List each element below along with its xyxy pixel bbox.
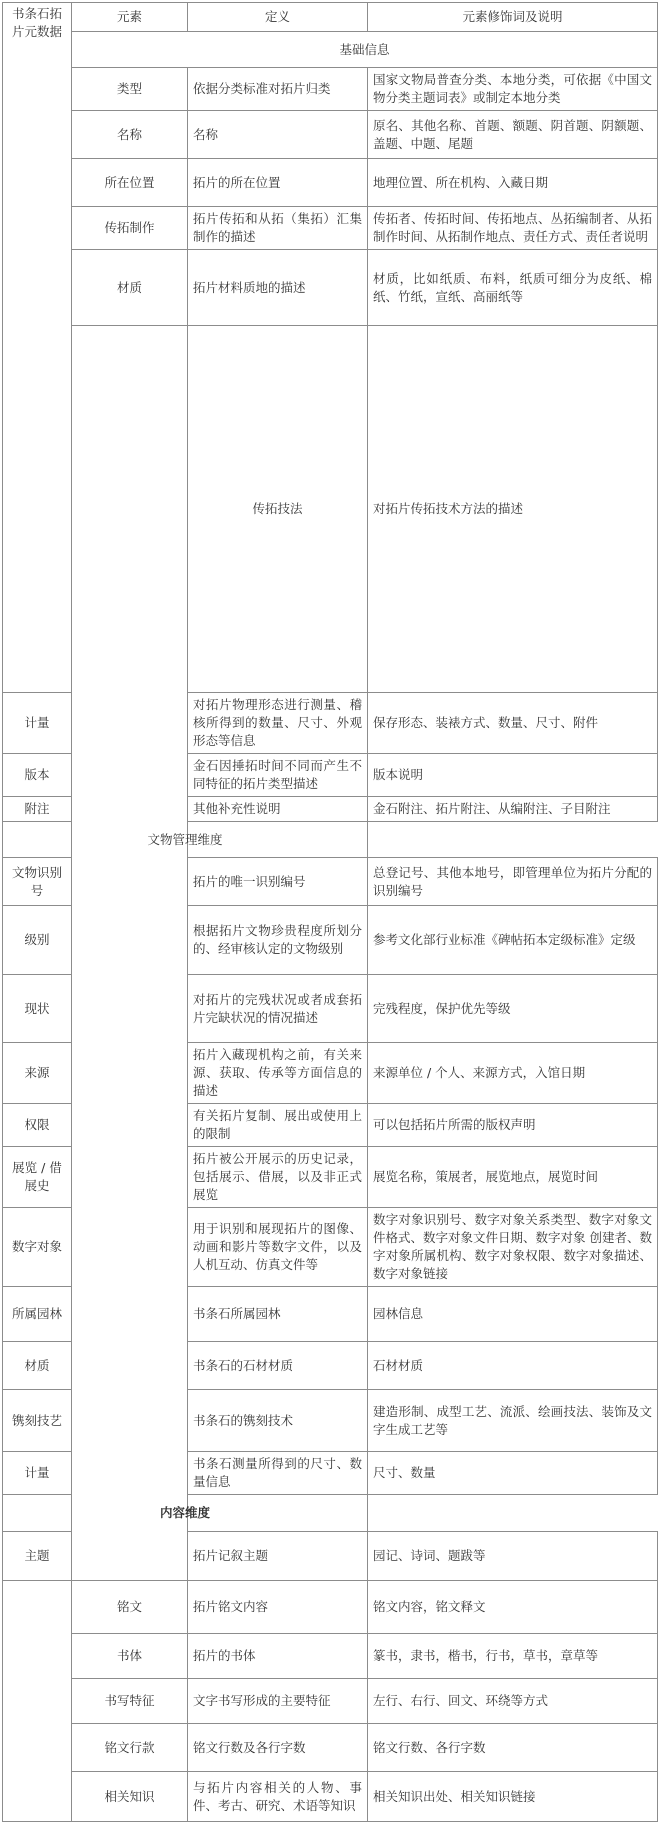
definition-cell: 对拓片传拓技术方法的描述 [368, 326, 658, 693]
definition-cell: 对拓片的完残状况或者成套拓片完缺状况的情况描述 [188, 975, 368, 1043]
metadata-table-body [3, 3, 658, 1822]
description-cell: 铭文内容，铭文释文 [368, 1581, 658, 1634]
definition-cell: 金石因捶拓时间不同而产生不同特征的拓片类型描述 [188, 754, 368, 797]
element-cell: 文物识别号 [3, 858, 72, 906]
definition-cell: 铭文行数及各行字数 [188, 1724, 368, 1772]
element-cell: 书写特征 [72, 1679, 188, 1724]
element-cell: 铭文行款 [72, 1724, 188, 1772]
description-cell: 地理位置、所在机构、入藏日期 [368, 159, 658, 207]
description-cell: 数字对象识别号、数字对象关系类型、数字对象文件格式、数字对象文件日期、数字对象 创建者、数字对象所属机构、数字对象权限、数字对象描述、数字对象链接 [368, 1208, 658, 1287]
description-cell: 尺寸、数量 [368, 1452, 658, 1495]
element-cell: 附注 [3, 797, 72, 822]
header-element: 元素 [72, 3, 188, 32]
definition-cell: 其他补充性说明 [188, 797, 368, 822]
element-cell: 计量 [3, 1452, 72, 1495]
table-row [3, 1679, 658, 1724]
definition-cell: 拓片记叙主题 [188, 1532, 368, 1581]
definition-cell: 拓片铭文内容 [188, 1581, 368, 1634]
header-description: 元素修饰词及说明 [368, 3, 658, 32]
definition-cell: 有关拓片复制、展出或使用上的限制 [188, 1104, 368, 1147]
definition-cell: 书条石所属园林 [188, 1287, 368, 1342]
definition-cell: 对拓片物理形态进行测量、稽核所得到的数量、尺寸、外观形态等信息 [188, 693, 368, 754]
description-cell: 建造形制、成型工艺、流派、绘画技法、装饰及文字生成工艺等 [368, 1390, 658, 1452]
element-cell: 类型 [72, 68, 188, 111]
description-cell: 金石附注、拓片附注、从编附注、子目附注 [368, 797, 658, 822]
definition-cell: 拓片被公开展示的历史记录，包括展示、借展，以及非正式展览 [188, 1147, 368, 1208]
section-title: 基础信息 [72, 32, 658, 68]
section-row [3, 1495, 658, 1532]
table-row [3, 1581, 658, 1634]
element-cell: 展览 / 借展史 [3, 1147, 72, 1208]
description-cell: 石材材质 [368, 1342, 658, 1390]
description-cell: 国家文物局普查分类、本地分类，可依据《中国文物分类主题词表》或制定本地分类 [368, 68, 658, 111]
table-row [3, 250, 658, 326]
description-cell: 参考文化部行业标准《碑帖拓本定级标准》定级 [368, 906, 658, 975]
definition-cell: 文字书写形成的主要特征 [188, 1679, 368, 1724]
element-cell: 主题 [3, 1532, 72, 1581]
definition-cell: 用于识别和展现拓片的图像、动画和影片等数字文件，以及人机互动、仿真文件等 [188, 1208, 368, 1287]
definition-cell: 拓片的唯一识别编号 [188, 858, 368, 906]
description-cell: 保存形态、装裱方式、数量、尺寸、附件 [368, 693, 658, 754]
element-cell: 书体 [72, 1634, 188, 1679]
definition-cell: 与拓片内容相关的人物、事件、考古、研究、术语等知识 [188, 1772, 368, 1822]
description-cell: 原名、其他名称、首题、额题、阴首题、阴额题、盖题、中题、尾题 [368, 111, 658, 159]
element-cell: 权限 [3, 1104, 72, 1147]
description-cell: 相关知识出处、相关知识链接 [368, 1772, 658, 1822]
definition-cell: 拓片的所在位置 [188, 159, 368, 207]
element-cell: 级别 [3, 906, 72, 975]
table-row [3, 1724, 658, 1772]
element-cell: 所属园林 [3, 1287, 72, 1342]
table-row [3, 1772, 658, 1822]
description-cell: 版本说明 [368, 754, 658, 797]
table-row [3, 207, 658, 250]
element-cell: 传拓制作 [72, 207, 188, 250]
section-title: 文物管理维度 [3, 822, 368, 858]
element-cell: 所在位置 [72, 159, 188, 207]
description-cell: 园记、诗词、题跋等 [368, 1532, 658, 1581]
table-row [3, 1634, 658, 1679]
description-cell: 完残程度，保护优先等级 [368, 975, 658, 1043]
description-cell: 可以包括拓片所需的版权声明 [368, 1104, 658, 1147]
header-row [3, 3, 658, 32]
element-cell: 现状 [3, 975, 72, 1043]
side-label-1 [72, 326, 188, 1581]
description-cell: 总登记号、其他本地号，即管理单位为拓片分配的识别编号 [368, 858, 658, 906]
definition-cell: 书条石的石材材质 [188, 1342, 368, 1390]
element-cell: 数字对象 [3, 1208, 72, 1287]
element-cell: 传拓技法 [188, 326, 368, 693]
description-cell: 篆书，隶书，楷书，行书，草书，章草等 [368, 1634, 658, 1679]
header-definition: 定义 [188, 3, 368, 32]
section-row [3, 32, 658, 68]
description-cell: 左行、右行、回文、环绕等方式 [368, 1679, 658, 1724]
element-cell: 材质 [72, 250, 188, 326]
description-cell: 传拓者、传拓时间、传拓地点、丛拓编制者、从拓制作时间、从拓制作地点、责任方式、责任者说明 [368, 207, 658, 250]
table-row [3, 326, 658, 693]
section-row [3, 822, 658, 858]
element-cell: 镌刻技艺 [3, 1390, 72, 1452]
side-label-2 [3, 1581, 72, 1822]
element-cell: 铭文 [72, 1581, 188, 1634]
description-cell: 材质，比如纸质、布料，纸质可细分为皮纸、棉纸、竹纸，宣纸、高丽纸等 [368, 250, 658, 326]
description-cell: 展览名称，策展者，展览地点，展览时间 [368, 1147, 658, 1208]
definition-cell: 书条石测量所得到的尺寸、数量信息 [188, 1452, 368, 1495]
element-cell: 版本 [3, 754, 72, 797]
definition-cell: 拓片入藏现机构之前，有关来源、获取、传承等方面信息的描述 [188, 1043, 368, 1104]
side-label-0: 书条石拓片元数据 [3, 3, 72, 693]
definition-cell: 书条石的镌刻技术 [188, 1390, 368, 1452]
element-cell: 来源 [3, 1043, 72, 1104]
description-cell: 园林信息 [368, 1287, 658, 1342]
definition-cell: 依据分类标准对拓片归类 [188, 68, 368, 111]
description-cell: 铭文行数、各行字数 [368, 1724, 658, 1772]
element-cell: 计量 [3, 693, 72, 754]
definition-cell: 拓片传拓和从拓（集拓）汇集制作的描述 [188, 207, 368, 250]
definition-cell: 拓片的书体 [188, 1634, 368, 1679]
definition-cell: 名称 [188, 111, 368, 159]
definition-cell: 根据拓片文物珍贵程度所划分的、经审核认定的文物级别 [188, 906, 368, 975]
table-row [3, 68, 658, 111]
table-row [3, 111, 658, 159]
element-cell: 材质 [3, 1342, 72, 1390]
metadata-table [2, 2, 658, 1822]
table-row [3, 159, 658, 207]
section-title: 内容维度 [3, 1495, 368, 1532]
element-cell: 名称 [72, 111, 188, 159]
description-cell: 来源单位 / 个人、来源方式，入馆日期 [368, 1043, 658, 1104]
definition-cell: 拓片材料质地的描述 [188, 250, 368, 326]
element-cell: 相关知识 [72, 1772, 188, 1822]
